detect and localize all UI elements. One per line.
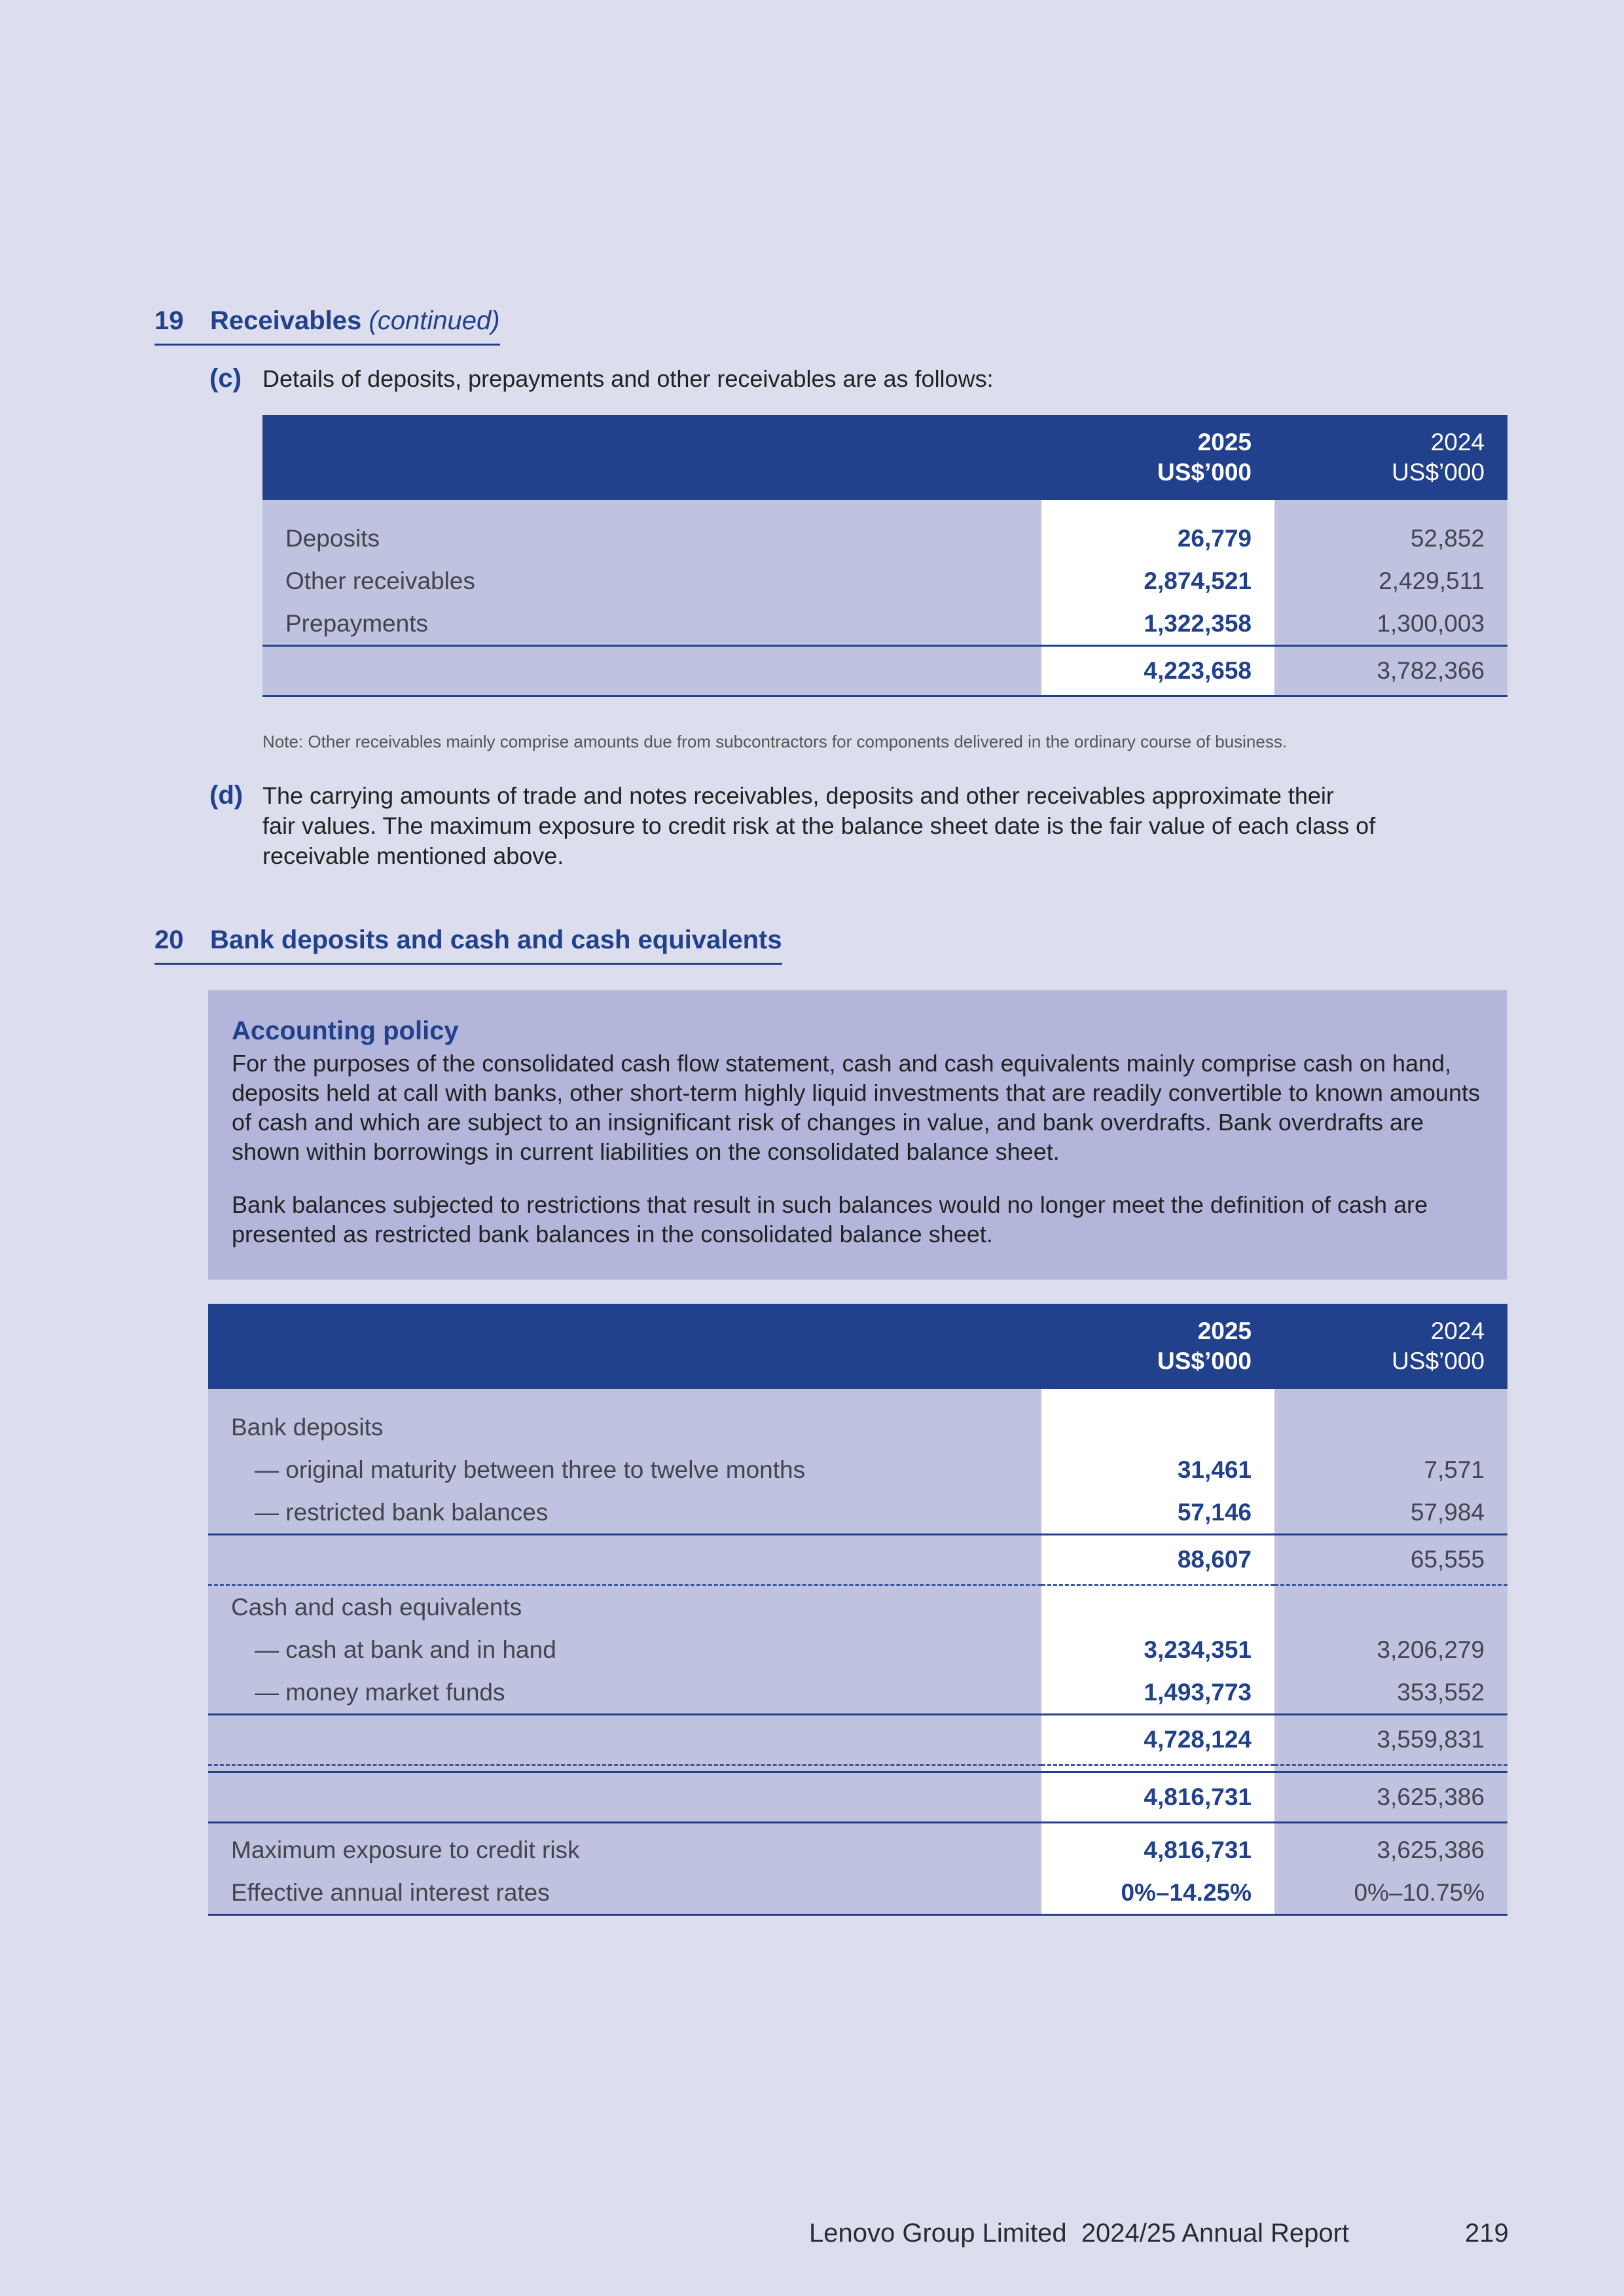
subsection-d-line: receivable mentioned above.	[262, 842, 564, 869]
table-header-row	[262, 415, 1507, 500]
policy-title: Accounting policy	[232, 1016, 459, 1045]
total-2025: 4,223,658	[1041, 646, 1274, 696]
value-2024: 3,206,279	[1274, 1628, 1507, 1671]
policy-paragraph: Bank balances subjected to restrictions that result in such balances would no longer meet the definition of cash are presented as restricted bank balances in the consolidated balance sheet.	[232, 1191, 1428, 1247]
value-2025: 2,874,521	[1041, 560, 1274, 602]
header-2025-year: 2025	[1197, 429, 1252, 456]
value-2025: 0%–14.25%	[1041, 1871, 1274, 1915]
row-label: Deposits	[262, 517, 1041, 560]
value-2024: 57,984	[1274, 1491, 1507, 1535]
row-label: Other receivables	[262, 560, 1041, 602]
header-2024-year: 2024	[1430, 1318, 1485, 1344]
group-label: Bank deposits	[208, 1406, 1041, 1448]
section-20-heading	[154, 925, 782, 965]
section-continued: (continued)	[369, 306, 500, 335]
subtotal-2024: 3,559,831	[1274, 1715, 1507, 1765]
header-2024-year: 2024	[1430, 429, 1485, 456]
header-2024-unit: US$’000	[1392, 459, 1485, 486]
spacer-row	[262, 500, 1507, 517]
row-label: Maximum exposure to credit risk	[208, 1829, 1041, 1871]
accounting-policy-box	[208, 990, 1507, 1280]
subtotal-2025: 88,607	[1041, 1535, 1274, 1585]
header-2025	[1041, 415, 1274, 500]
subsection-d-line: fair values. The maximum exposure to credit risk at the balance sheet date is the fair value of each class of	[262, 812, 1376, 839]
value-2024: 1,300,003	[1274, 602, 1507, 646]
value-2024: 7,571	[1274, 1448, 1507, 1491]
subtotal-2025: 4,728,124	[1041, 1715, 1274, 1765]
page-footer	[809, 2219, 1349, 2248]
total-row	[262, 646, 1507, 696]
group-label: Cash and cash equivalents	[208, 1585, 1041, 1629]
subtotal-row	[208, 1715, 1507, 1765]
header-2025-unit: US$’000	[1157, 459, 1252, 486]
subsection-c-text: Details of deposits, prepayments and other receivables are as follows:	[262, 365, 994, 392]
table-row	[208, 1491, 1507, 1535]
value-2024: 0%–10.75%	[1274, 1871, 1507, 1915]
row-label: Effective annual interest rates	[208, 1871, 1041, 1915]
table-row	[208, 1829, 1507, 1871]
subsection-d-line: The carrying amounts of trade and notes receivables, deposits and other receivables approximate their	[262, 782, 1334, 809]
row-label: — cash at bank and in hand	[208, 1628, 1041, 1671]
value-2025: 26,779	[1041, 517, 1274, 560]
header-label-cell	[208, 1304, 1041, 1389]
value-2025: 1,493,773	[1041, 1671, 1274, 1715]
row-label: — restricted bank balances	[208, 1491, 1041, 1535]
total-2024: 3,782,366	[1274, 646, 1507, 696]
table-row	[208, 1448, 1507, 1491]
table-row	[262, 517, 1507, 560]
grand-total-2024: 3,625,386	[1274, 1772, 1507, 1823]
value-2025: 3,234,351	[1041, 1628, 1274, 1671]
value-2025: 1,322,358	[1041, 602, 1274, 646]
table-header-row	[208, 1304, 1507, 1389]
section-number: 20	[154, 925, 184, 954]
header-2025-unit: US$’000	[1157, 1348, 1252, 1374]
header-2024	[1274, 415, 1507, 500]
grand-total-2025: 4,816,731	[1041, 1772, 1274, 1823]
table-row	[262, 602, 1507, 646]
grand-total-row	[208, 1772, 1507, 1823]
section-title: Receivables	[210, 306, 362, 335]
value-2024: 2,429,511	[1274, 560, 1507, 602]
footer-company: Lenovo Group Limited	[809, 2219, 1067, 2248]
table-row	[208, 1871, 1507, 1915]
receivables-table	[262, 415, 1507, 697]
value-2025: 31,461	[1041, 1448, 1274, 1491]
table-row	[262, 560, 1507, 602]
header-2024	[1274, 1304, 1507, 1389]
subtotal-2024: 65,555	[1274, 1535, 1507, 1585]
header-2025	[1041, 1304, 1274, 1389]
section-number: 19	[154, 306, 184, 335]
table-row	[208, 1671, 1507, 1715]
header-2024-unit: US$’000	[1392, 1348, 1485, 1374]
table-note: Note: Other receivables mainly comprise amounts due from subcontractors for components delivered in the ordinary course of business.	[262, 732, 1288, 751]
bank-deposits-table	[208, 1304, 1507, 1916]
header-label-cell	[262, 415, 1041, 500]
subsection-c-letter: (c)	[209, 364, 242, 393]
footer-report: 2024/25 Annual Report	[1081, 2219, 1350, 2248]
value-2024: 353,552	[1274, 1671, 1507, 1715]
row-label: — money market funds	[208, 1671, 1041, 1715]
subsection-d-text	[262, 781, 1513, 871]
subsection-d-letter: (d)	[209, 781, 244, 810]
value-2025: 57,146	[1041, 1491, 1274, 1535]
page-number: 219	[1465, 2219, 1509, 2248]
row-label: Prepayments	[262, 602, 1041, 646]
group-heading-row	[208, 1585, 1507, 1629]
section-19-heading	[154, 306, 500, 346]
value-2024: 52,852	[1274, 517, 1507, 560]
value-2025: 4,816,731	[1041, 1829, 1274, 1871]
subtotal-row	[208, 1535, 1507, 1585]
value-2024: 3,625,386	[1274, 1829, 1507, 1871]
header-2025-year: 2025	[1197, 1318, 1252, 1344]
spacer-row	[208, 1389, 1507, 1406]
table-row	[208, 1628, 1507, 1671]
section-title: Bank deposits and cash and cash equivalents	[210, 925, 782, 954]
policy-paragraph: For the purposes of the consolidated cash flow statement, cash and cash equivalents mainly comprise cash on hand, deposits held at call with banks, other short-term highly liquid investments that are readily convertible to known amounts of cash and which are subject to an insignificant risk of changes in value, and bank overdrafts. Bank overdrafts are shown within borrowings in current liabilities on the consolidated balance sheet.	[232, 1050, 1480, 1165]
row-label: — original maturity between three to twelve months	[208, 1448, 1041, 1491]
group-heading-row	[208, 1406, 1507, 1448]
